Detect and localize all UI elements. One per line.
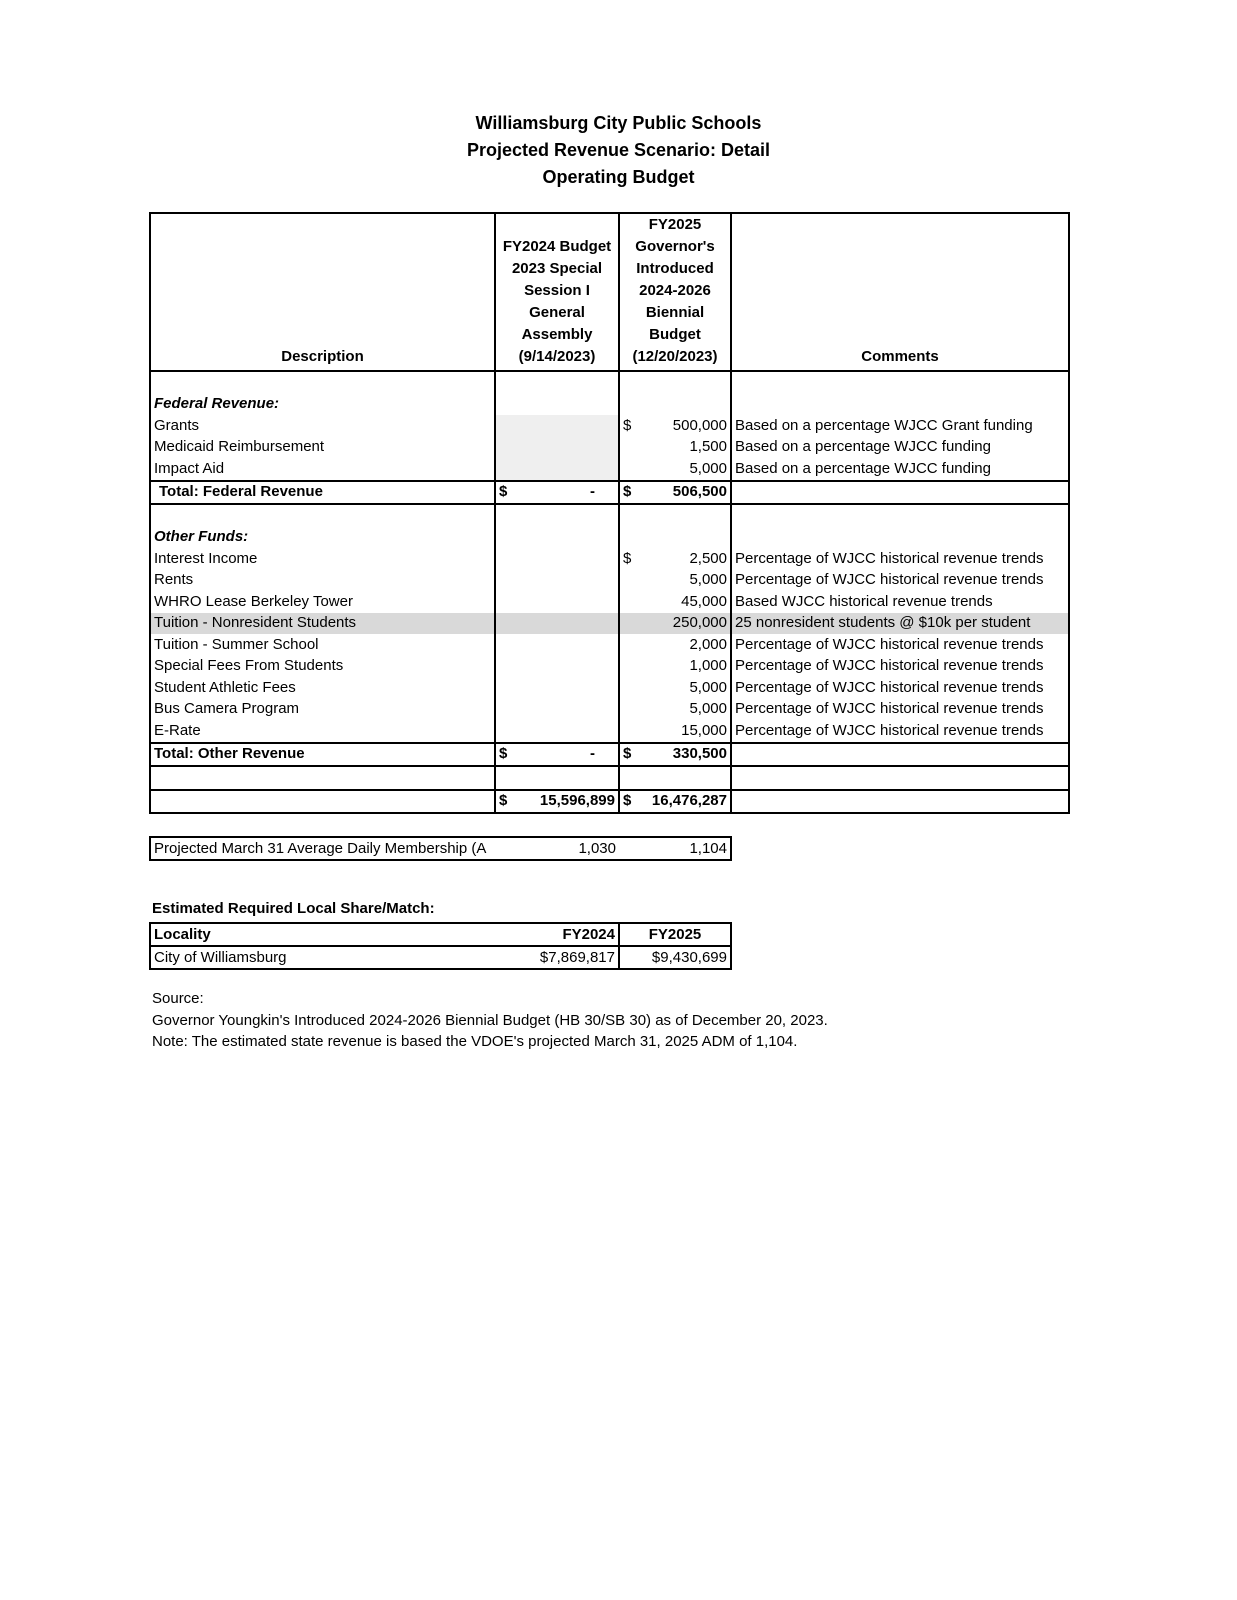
table-row	[150, 458, 1069, 481]
source-label: Source:	[152, 990, 204, 1007]
fy2025-grand-total: 16,476,287	[651, 792, 727, 810]
fy2025-value: 1,000	[619, 656, 731, 678]
adm-row	[150, 837, 731, 860]
row-comment: Percentage of WJCC historical revenue trends	[731, 677, 1069, 699]
fy2025-value: 250,000	[619, 613, 731, 635]
federal-total-row	[150, 481, 1069, 505]
fy2025-value: 15,000	[619, 720, 731, 743]
row-description: Special Fees From Students	[150, 656, 495, 678]
locality-header: Locality	[150, 923, 495, 946]
fy2025-total: 330,500	[672, 745, 727, 763]
fy2024-total: -	[590, 483, 595, 501]
section-heading-federal	[150, 394, 1069, 416]
row-description: WHRO Lease Berkeley Tower	[150, 591, 495, 613]
row-comment: Percentage of WJCC historical revenue trends	[731, 570, 1069, 592]
section-heading-other	[150, 527, 1069, 549]
row-description: Tuition - Summer School	[150, 634, 495, 656]
title-line-2: Projected Revenue Scenario: Detail	[466, 140, 771, 160]
table-row	[150, 548, 1069, 570]
header-comments: Comments	[731, 213, 1069, 371]
row-description: E-Rate	[150, 720, 495, 743]
fy2025-total: 506,500	[672, 483, 727, 501]
note-text: Note: The estimated state revenue is based the VDOE's projected March 31, 2025 ADM of 1,104.	[152, 1033, 798, 1050]
locality-fy2025: $9,430,699	[619, 946, 731, 969]
dollar-sign: $	[623, 745, 632, 763]
other-total-row	[150, 743, 1069, 767]
adm-table	[149, 836, 732, 861]
source-citation: Governor Youngkin's Introduced 2024-2026 Biennial Budget (HB 30/SB 30) as of December 20, 2023.	[152, 1011, 828, 1029]
title-line-1: Williamsburg City Public Schools	[475, 113, 762, 133]
revenue-table	[149, 212, 1070, 814]
row-description: Tuition - Nonresident Students	[150, 613, 495, 635]
local-share-title: Estimated Required Local Share/Match:	[152, 900, 435, 917]
table-header-row	[150, 213, 1069, 371]
dollar-sign: $	[623, 416, 632, 434]
dollar-sign: $	[499, 792, 508, 810]
local-share-header	[150, 923, 731, 946]
source-notes	[152, 988, 828, 1053]
row-comment: Based on a percentage WJCC funding	[731, 437, 1069, 459]
dollar-sign: $	[623, 483, 632, 501]
locality-name: City of Williamsburg	[150, 946, 495, 969]
row-comment: Based on a percentage WJCC funding	[731, 458, 1069, 481]
row-comment: Based WJCC historical revenue trends	[731, 591, 1069, 613]
total-label: Total: Other Revenue	[150, 743, 495, 767]
adm-fy2024: 1,030	[495, 837, 619, 860]
fy2025-value: 2,000	[619, 634, 731, 656]
total-label: Total: Federal Revenue	[150, 481, 495, 505]
local-share-table	[149, 922, 732, 970]
grand-total-row	[150, 790, 1069, 814]
fy2025-value: 5,000	[619, 677, 731, 699]
table-row	[150, 634, 1069, 656]
table-row	[150, 656, 1069, 678]
fy2024-grand-total: 15,596,899	[539, 792, 615, 810]
row-description: Grants	[150, 415, 495, 437]
fy2025-value: 500,000	[672, 416, 727, 434]
row-comment: Percentage of WJCC historical revenue trends	[731, 699, 1069, 721]
spacer-row	[150, 371, 1069, 394]
dollar-sign: $	[623, 792, 632, 810]
row-description: Impact Aid	[150, 458, 495, 481]
row-description: Medicaid Reimbursement	[150, 437, 495, 459]
row-description: Interest Income	[150, 548, 495, 570]
fy2025-header: FY2025	[619, 923, 731, 946]
local-share-row	[150, 946, 731, 969]
fy2025-value: 5,000	[619, 458, 731, 481]
fy2025-value: 5,000	[619, 570, 731, 592]
header-fy2024: FY2024 Budget 2023 Special Session I General Assembly (9/14/2023)	[495, 213, 619, 371]
table-row	[150, 415, 1069, 437]
table-row	[150, 570, 1069, 592]
header-description: Description	[150, 213, 495, 371]
row-description: Rents	[150, 570, 495, 592]
fy2025-value: 2,500	[689, 549, 727, 567]
dollar-sign: $	[499, 745, 508, 763]
row-comment: Percentage of WJCC historical revenue trends	[731, 656, 1069, 678]
table-row	[150, 677, 1069, 699]
row-comment: Percentage of WJCC historical revenue trends	[731, 548, 1069, 570]
spacer-row	[150, 766, 1069, 790]
other-heading: Other Funds:	[150, 527, 495, 549]
header-fy2025: FY2025 Governor's Introduced 2024-2026 Biennial Budget (12/20/2023)	[619, 213, 731, 371]
table-row	[150, 591, 1069, 613]
row-comment: Based on a percentage WJCC Grant funding	[731, 415, 1069, 437]
table-row-highlighted	[150, 613, 1069, 635]
federal-heading: Federal Revenue:	[150, 394, 495, 416]
row-comment: Percentage of WJCC historical revenue trends	[731, 634, 1069, 656]
locality-fy2024: $7,869,817	[495, 946, 619, 969]
row-description: Student Athletic Fees	[150, 677, 495, 699]
table-row	[150, 699, 1069, 721]
dollar-sign: $	[499, 483, 508, 501]
fy2025-value: 45,000	[619, 591, 731, 613]
row-comment: 25 nonresident students @ $10k per student	[731, 613, 1069, 635]
fy2024-header: FY2024	[495, 923, 619, 946]
title-line-3: Operating Budget	[542, 167, 695, 187]
document-title	[0, 110, 1237, 191]
table-row	[150, 437, 1069, 459]
row-description: Bus Camera Program	[150, 699, 495, 721]
fy2025-value: 1,500	[619, 437, 731, 459]
fy2024-total: -	[590, 745, 595, 763]
dollar-sign: $	[623, 549, 632, 567]
table-row	[150, 720, 1069, 743]
adm-fy2025: 1,104	[619, 837, 731, 860]
spacer-row	[150, 504, 1069, 527]
row-comment: Percentage of WJCC historical revenue trends	[731, 720, 1069, 743]
adm-label: Projected March 31 Average Daily Membership (A	[150, 837, 495, 860]
fy2025-value: 5,000	[619, 699, 731, 721]
